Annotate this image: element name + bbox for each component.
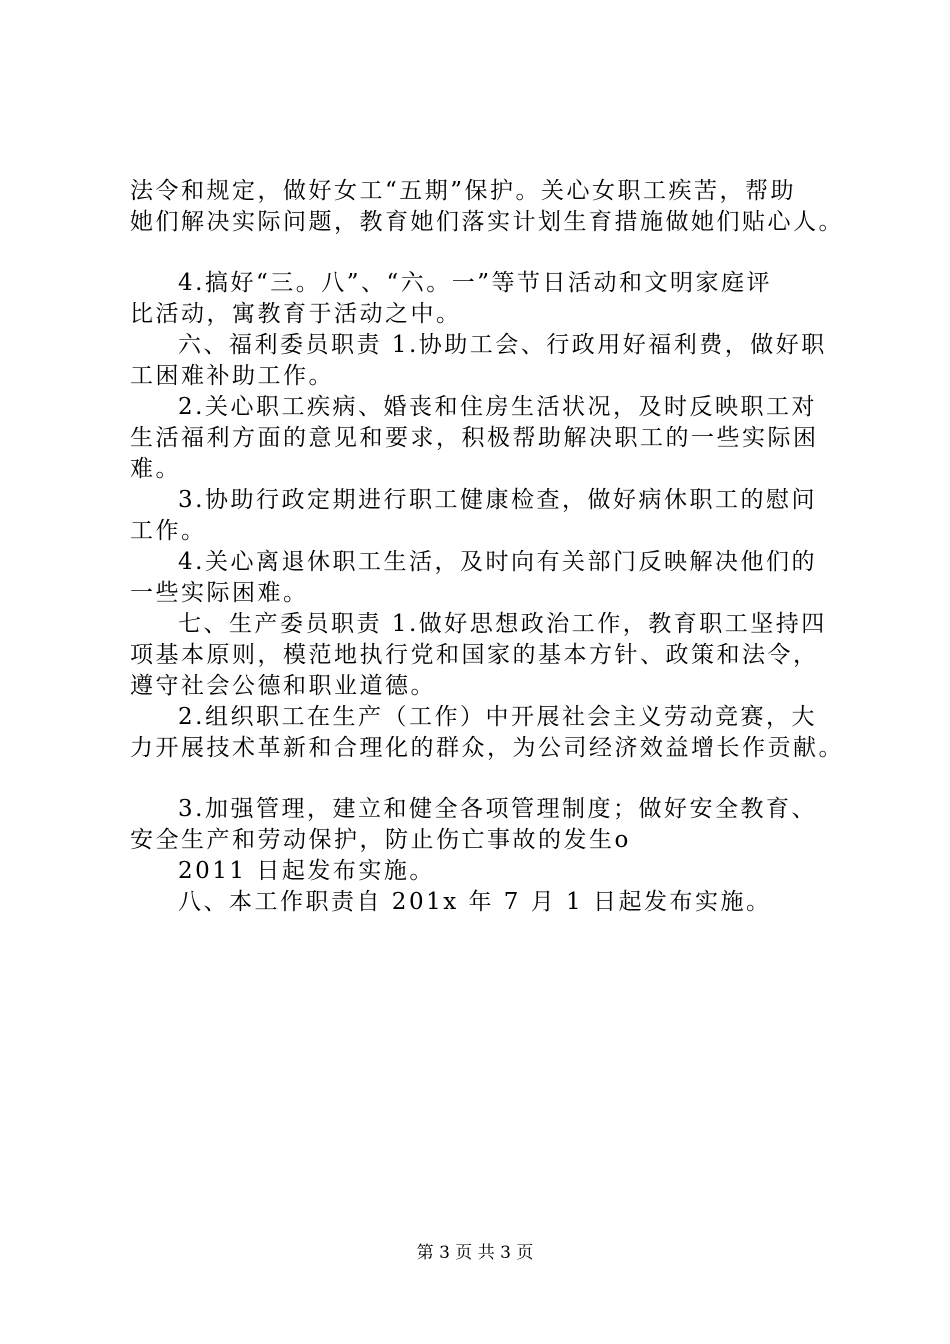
body-line: 难。 (130, 456, 181, 482)
body-line: 遵守社会公德和职业道德。 (130, 673, 436, 699)
body-line: 安全生产和劳动保护，防止伤亡事故的发生o (130, 827, 631, 853)
body-line: 比活动，寓教育于活动之中。 (130, 301, 462, 327)
body-line: 八、本工作职责自 201x 年 7 月 1 日起发布实施。 (178, 889, 772, 915)
body-line: 2011 日起发布实施。 (178, 858, 435, 884)
body-line: 法令和规定，做好女工“五期”保护。关心女职工疾苦，帮助 (130, 178, 797, 204)
page-footer: 第 3 页 共 3 页 (416, 1243, 534, 1263)
body-line: 工困难补助工作。 (130, 363, 334, 389)
body-line: 工作。 (130, 518, 207, 544)
body-line: 生活福利方面的意见和要求，积极帮助解决职工的一些实际困 (130, 425, 819, 451)
body-line: 4.搞好“三。八”、“六。一”等节日活动和文明家庭评 (178, 270, 772, 296)
body-line: 2.组织职工在生产（工作）中开展社会主义劳动竞赛，大 (178, 704, 817, 730)
body-line: 项基本原则，模范地执行党和国家的基本方针、政策和法令， (130, 642, 819, 668)
body-line: 七、生产委员职责 1.做好思想政治工作，教育职工坚持四 (178, 611, 827, 637)
body-line: 3.协助行政定期进行职工健康检查，做好病休职工的慰问 (178, 487, 817, 513)
body-line: 力开展技术革新和合理化的群众，为公司经济效益增长作贡献。 (130, 735, 844, 761)
body-line: 4.关心离退休职工生活，及时向有关部门反映解决他们的 (178, 549, 817, 575)
body-line: 2.关心职工疾病、婚丧和住房生活状况，及时反映职工对 (178, 394, 817, 420)
body-line: 3.加强管理，建立和健全各项管理制度；做好安全教育、 (178, 796, 817, 822)
body-line: 她们解决实际问题，教育她们落实计划生育措施做她们贴心人。 (130, 209, 844, 235)
body-line: 一些实际困难。 (130, 580, 309, 606)
body-line: 六、福利委员职责 1.协助工会、行政用好福利费，做好职 (178, 332, 827, 358)
